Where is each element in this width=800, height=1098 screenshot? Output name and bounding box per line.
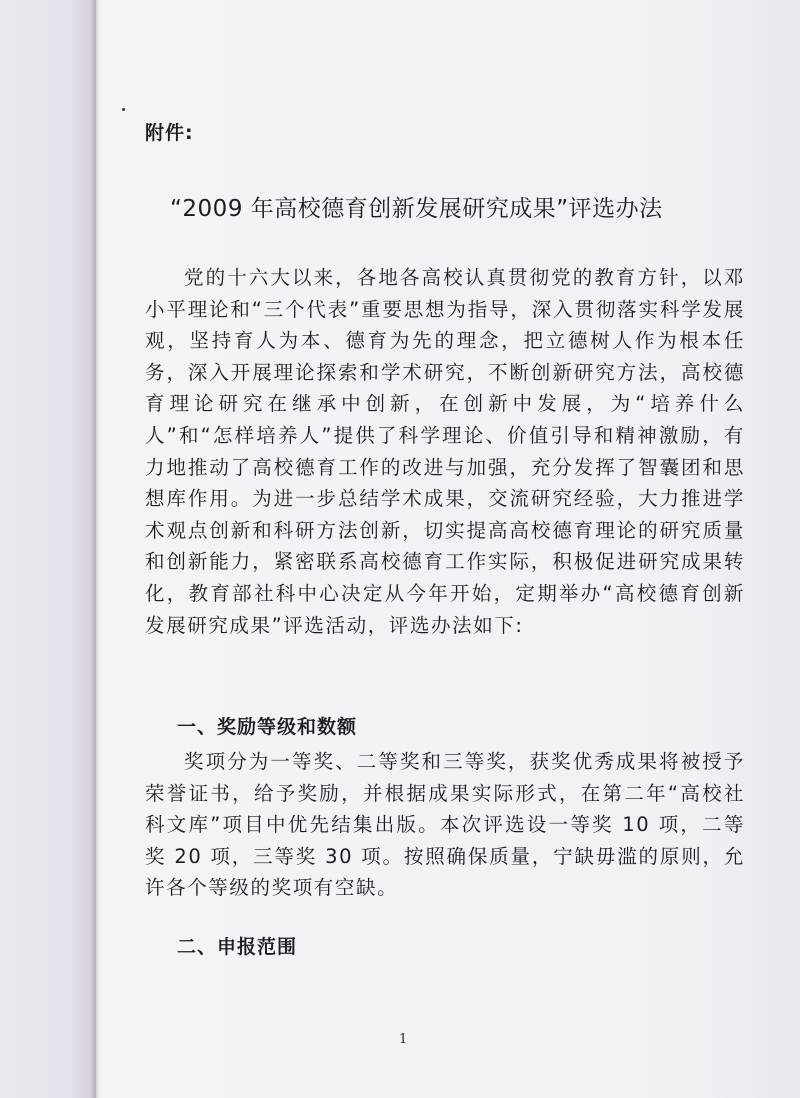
awards-paragraph: 奖项分为一等奖、二等奖和三等奖，获奖优秀成果将被授予荣誉证书，给予奖励，并根据成果实际形式，在第二年“高校社科文库”项目中优先结集出版。本次评选设一等奖 10 项，二等奖 20 项，三等奖 30 项。按照确保质量，宁缺毋滥的原则，允许各个等级的奖项有空缺。 <box>145 750 745 900</box>
intro-paragraph: 党的十六大以来，各地各高校认真贯彻党的教育方针，以邓小平理论和“三个代表”重要思想为指导，深入贯彻落实科学发展观，坚持育人为本、德育为先的理念，把立德树人作为根本任务，深入开展理论探索和学术研究，不断创新研究方法，高校德育理论研究在继承中创新，在创新中发展，为“培养什么人”和“怎样培养人”提供了科学理论、价值引导和精神激励，有力地推动了高校德育工作的改进与加强，充分发挥了智囊团和思想库作用。为进一步总结学术成果，交流研究经验，大力推进学术观点创新和科研方法创新，切实提高高校德育理论的研究质量和创新能力，紧密联系高校德育工作实际，积极促进研究成果转化，教育部社科中心决定从今年开始，定期举办“高校德育创新发展研究成果”评选活动，评选办法如下: <box>145 266 745 637</box>
page-number: 1 <box>399 1032 408 1047</box>
document-title: “2009 年高校德育创新发展研究成果”评选办法 <box>170 196 663 222</box>
scan-speck <box>122 108 125 111</box>
attachment-label: 附件: <box>145 122 194 144</box>
binding-edge-shadow <box>0 0 96 1098</box>
section-heading-scope: 二、申报范围 <box>177 936 298 958</box>
document-page <box>98 0 800 1098</box>
section-heading-awards: 一、奖励等级和数额 <box>177 716 358 738</box>
